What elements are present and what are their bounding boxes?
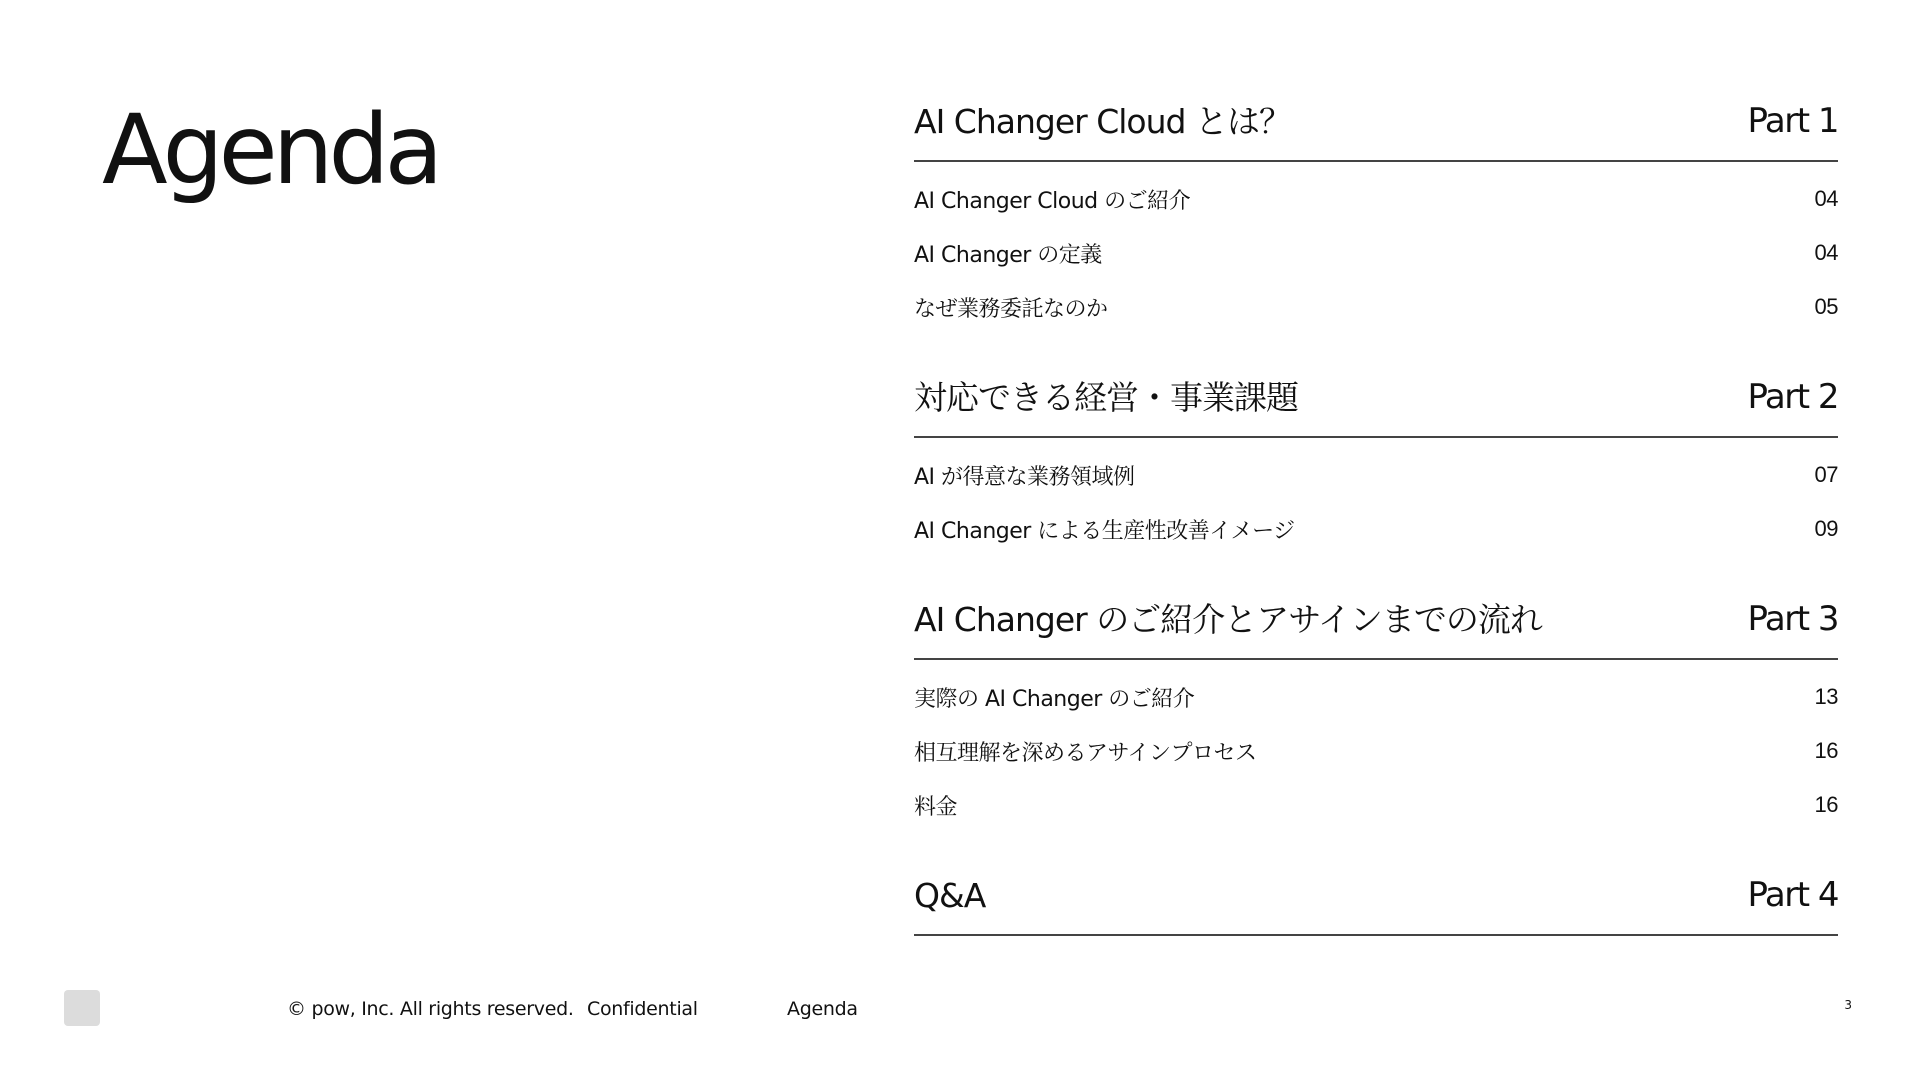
section-items (914, 660, 1838, 832)
agenda-item-page: 07 (1814, 462, 1838, 487)
agenda-item-label: AI が得意な業務領域例 (914, 464, 1135, 490)
agenda-item-page: 13 (1814, 684, 1838, 709)
agenda-item-page: 09 (1814, 516, 1838, 541)
section-part-label: Part 2 (1747, 377, 1838, 418)
agenda-item-label: なぜ業務委託なのか (914, 296, 1108, 322)
section-title: AI Changer のご紹介とアサインまでの流れ (914, 600, 1542, 640)
agenda-item-label: 相互理解を深めるアサインプロセス (914, 740, 1257, 766)
agenda-item[interactable] (914, 670, 1838, 724)
section-title: Q&A (914, 876, 986, 916)
section-items (914, 438, 1838, 556)
section-part-label: Part 1 (1747, 101, 1838, 142)
section-items (914, 162, 1838, 334)
section-part-label: Part 3 (1747, 599, 1838, 640)
footer-section-name: Agenda (787, 998, 858, 1020)
agenda-section-part-4 (914, 860, 1838, 936)
section-header (914, 860, 1838, 936)
agenda-item-label: 料金 (914, 794, 958, 820)
footer (0, 990, 1920, 1030)
agenda-item[interactable] (914, 778, 1838, 832)
agenda-item-label: AI Changer Cloud のご紹介 (914, 188, 1191, 214)
agenda-item-page: 04 (1814, 240, 1838, 265)
agenda-item-page: 16 (1814, 738, 1838, 763)
section-title: 対応できる経営・事業課題 (914, 378, 1298, 418)
footer-copyright: © pow, Inc. All rights reserved. (287, 998, 574, 1020)
agenda-item-page: 16 (1814, 792, 1838, 817)
agenda-item-page: 04 (1814, 186, 1838, 211)
company-logo (64, 990, 100, 1026)
agenda-item-label: AI Changer の定義 (914, 242, 1102, 268)
section-title: AI Changer Cloud とは？ (914, 102, 1291, 142)
section-header (914, 584, 1838, 660)
page-title: Agenda (102, 94, 439, 206)
agenda-item[interactable] (914, 502, 1838, 556)
section-header (914, 86, 1838, 162)
agenda-item-page: 05 (1814, 294, 1838, 319)
footer-confidential-label: Confidential (587, 998, 698, 1020)
agenda-item[interactable] (914, 226, 1838, 280)
agenda-item[interactable] (914, 724, 1838, 778)
section-header (914, 362, 1838, 438)
agenda-item[interactable] (914, 280, 1838, 334)
agenda-item[interactable] (914, 448, 1838, 502)
agenda-section-part-2 (914, 362, 1838, 556)
agenda-item-label: AI Changer による生産性改善イメージ (914, 518, 1295, 544)
agenda-item[interactable] (914, 172, 1838, 226)
agenda-list (914, 86, 1838, 936)
agenda-section-part-1 (914, 86, 1838, 334)
section-part-label: Part 4 (1747, 875, 1838, 916)
agenda-item-label: 実際の AI Changer のご紹介 (914, 686, 1195, 712)
agenda-section-part-3 (914, 584, 1838, 832)
page-number: 3 (1844, 998, 1852, 1012)
